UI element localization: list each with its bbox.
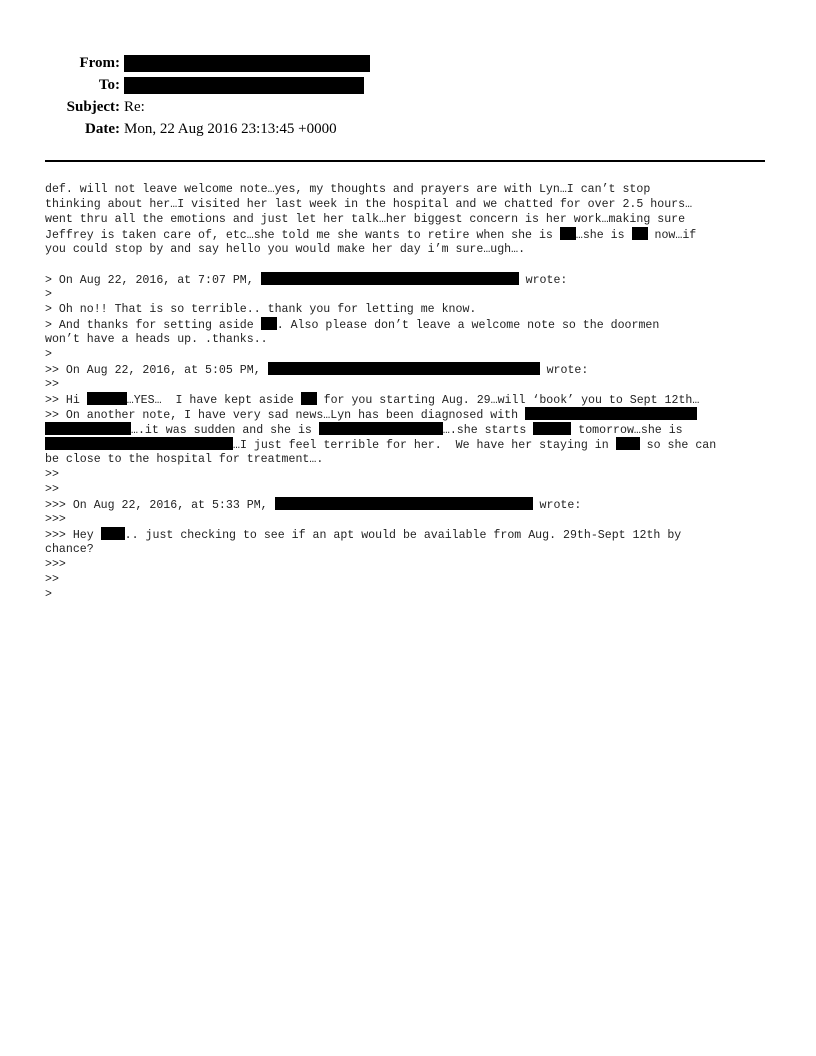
from-row — [0, 52, 816, 74]
to-label: To: — [98, 77, 120, 93]
quote-line: >> — [45, 483, 59, 496]
subject-row — [0, 96, 816, 118]
subject-label: Subject: — [66, 99, 120, 115]
text-segment: for you starting Aug. 29…will ‘book’ you to Sept 12th… — [316, 394, 700, 407]
body-line: you could stop by and say hello you would make her day i’m sure…ugh…. — [45, 243, 526, 256]
body-line: def. will not leave welcome note…yes, my thoughts and prayers are with Lyn…I can’t stop — [45, 183, 651, 196]
quote-line — [45, 362, 775, 377]
body-line: went thru all the emotions and just let her talk…her biggest concern is her work…making sure — [45, 213, 686, 226]
redaction-block — [124, 55, 370, 72]
text-segment: . Also please don’t leave a welcome note so the doormen — [276, 319, 660, 332]
from-value — [124, 52, 370, 74]
quote-line — [45, 437, 775, 452]
quote-line: won’t have a heads up. .thanks.. — [45, 333, 268, 346]
quote-line: > — [45, 588, 52, 601]
quote-line: >> — [45, 378, 59, 391]
quote-line — [45, 392, 775, 407]
text-segment: …YES… I have kept aside — [126, 394, 301, 407]
redaction-block — [261, 317, 277, 330]
date-value: Mon, 22 Aug 2016 23:13:45 +0000 — [124, 121, 337, 137]
header-divider — [45, 160, 765, 162]
redaction-block — [275, 497, 533, 510]
quote-line: chance? — [45, 543, 94, 556]
text-segment: ….it was sudden and she is — [131, 424, 319, 437]
redaction-block — [124, 77, 364, 94]
text-segment: Jeffrey is taken care of, etc…she told me she wants to retire when she is — [45, 229, 560, 242]
redaction-block — [261, 272, 519, 285]
redaction-block — [87, 392, 127, 405]
quote-line: >>> — [45, 513, 66, 526]
date-row — [0, 118, 816, 140]
from-label: From: — [79, 55, 120, 71]
subject-value: Re: — [124, 99, 145, 115]
text-segment: wrote: — [539, 364, 589, 377]
quote-line: > — [45, 288, 52, 301]
redaction-block — [632, 227, 648, 240]
text-segment: …I just feel terrible for her. We have her staying in — [233, 439, 616, 452]
text-segment: >>> Hey — [45, 529, 101, 542]
redaction-block — [101, 527, 125, 540]
redaction-block — [533, 422, 571, 435]
quote-line: >>> — [45, 558, 66, 571]
to-value — [124, 74, 364, 96]
text-segment: tomorrow…she is — [571, 424, 683, 437]
to-row — [0, 74, 816, 96]
text-segment: wrote: — [518, 274, 568, 287]
quote-line — [45, 407, 775, 422]
redaction-block — [525, 407, 697, 420]
quote-line: be close to the hospital for treatment…. — [45, 453, 324, 466]
text-segment: > On Aug 22, 2016, at 7:07 PM, — [45, 274, 261, 287]
text-segment: .. just checking to see if an apt would be available from Aug. 29th-Sept 12th by — [124, 529, 682, 542]
quote-line: >> — [45, 468, 59, 481]
body-line: thinking about her…I visited her last week in the hospital and we chatted for over 2.5 hours… — [45, 198, 693, 211]
text-segment: >> On Aug 22, 2016, at 5:05 PM, — [45, 364, 268, 377]
quote-line — [45, 422, 775, 437]
text-segment: so she can — [639, 439, 717, 452]
quote-line: > — [45, 348, 52, 361]
redaction-block — [45, 437, 233, 450]
text-segment: >> On another note, I have very sad news…Lyn has been diagnosed with — [45, 409, 526, 422]
text-segment: >> Hi — [45, 394, 87, 407]
body-line — [45, 227, 775, 242]
redaction-block — [45, 422, 131, 435]
text-segment: > And thanks for setting aside — [45, 319, 261, 332]
text-segment: >>> On Aug 22, 2016, at 5:33 PM, — [45, 499, 275, 512]
redaction-block — [268, 362, 540, 375]
text-segment: wrote: — [532, 499, 582, 512]
redaction-block — [319, 422, 443, 435]
quote-line: >> — [45, 573, 59, 586]
redaction-block — [301, 392, 317, 405]
quote-line: > Oh no!! That is so terrible.. thank you for letting me know. — [45, 303, 477, 316]
text-segment: …she is — [575, 229, 632, 242]
email-body — [45, 182, 775, 602]
quote-line — [45, 527, 775, 542]
quote-line — [45, 497, 775, 512]
text-segment: now…if — [647, 229, 697, 242]
quote-line — [45, 272, 775, 287]
quote-line — [45, 317, 775, 332]
email-header — [0, 52, 816, 140]
date-label: Date: — [85, 121, 120, 137]
text-segment: ….she starts — [442, 424, 534, 437]
redaction-block — [560, 227, 576, 240]
redaction-block — [616, 437, 640, 450]
